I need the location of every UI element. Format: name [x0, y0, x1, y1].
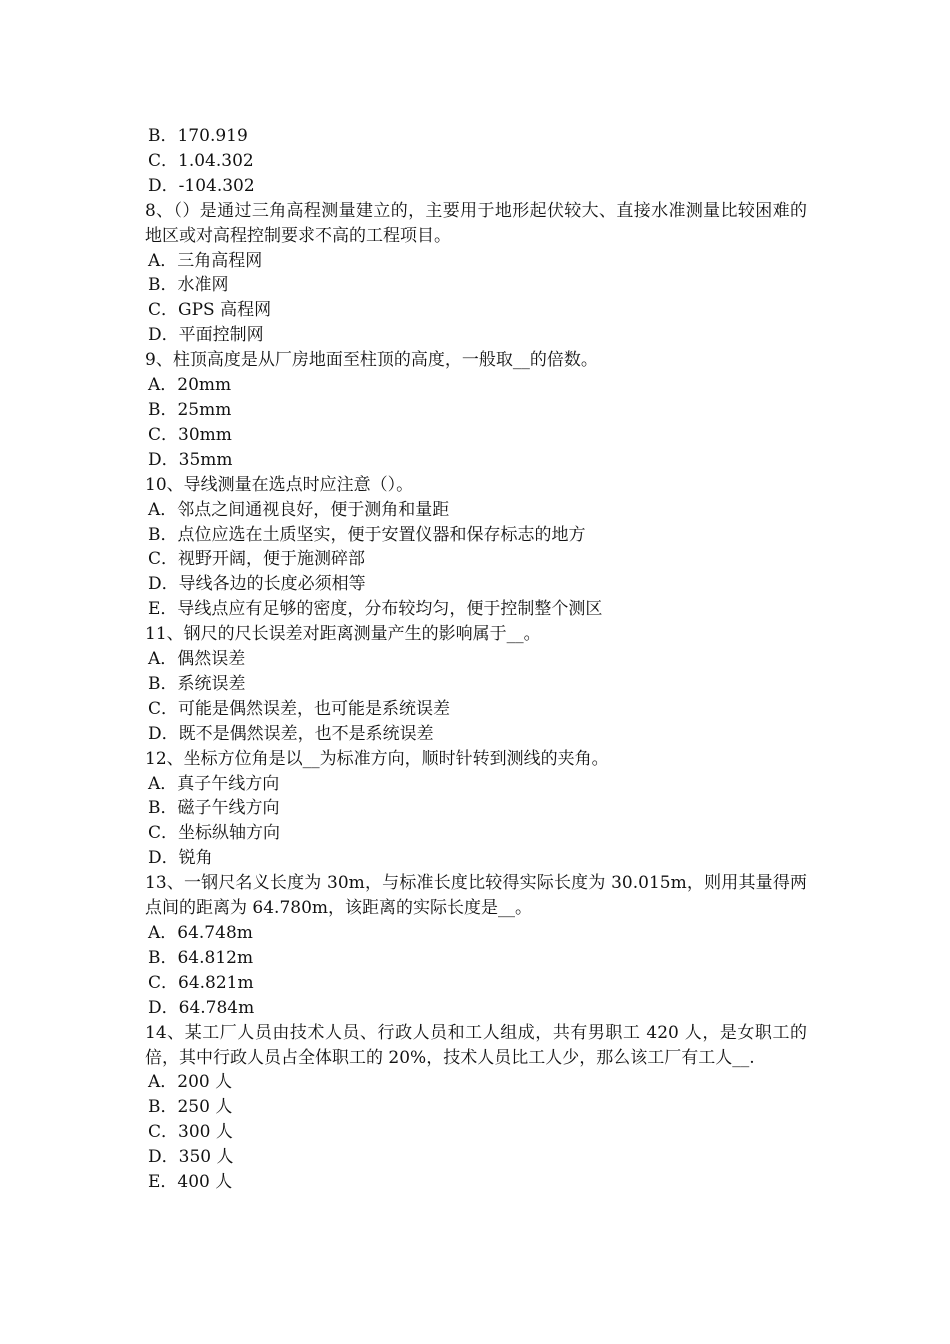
question-10: 10、导线测量在选点时应注意（）。	[145, 474, 414, 495]
option-line: B．250 人	[148, 1097, 233, 1118]
question-12: 12、坐标方位角是以__为标准方向，顺时针转到测线的夹角。	[145, 748, 609, 769]
option-line: A．三角高程网	[148, 250, 263, 271]
option-line: B．系统误差	[148, 673, 246, 694]
option-line: B．点位应选在土质坚实，便于安置仪器和保存标志的地方	[148, 524, 586, 545]
option-line: E．导线点应有足够的密度，分布较均匀，便于控制整个测区	[148, 599, 603, 620]
question-13: 13、一钢尺名义长度为 30m，与标准长度比较得实际长度为 30.015m，则用其量得两点间的距离为 64.780m，该距离的实际长度是__。	[145, 873, 807, 919]
option-line: C．30mm	[148, 424, 232, 445]
option-line: D．平面控制网	[148, 325, 264, 346]
option-line: A．20mm	[148, 375, 232, 396]
option-line: D．锐角	[148, 848, 213, 869]
option-line: A．真子午线方向	[148, 773, 280, 794]
question-14: 14、某工厂人员由技术人员、行政人员和工人组成，共有男职工 420 人，是女职工的倍，其中行政人员占全体职工的 20%，技术人员比工人少，那么该工厂有工人__.	[145, 1022, 807, 1068]
option-line: B．磁子午线方向	[148, 798, 280, 819]
option-line: D．-104.302	[148, 175, 255, 196]
option-line: A．64.748m	[148, 923, 253, 943]
option-line: B．水准网	[148, 275, 229, 296]
option-line: C．坐标纵轴方向	[148, 823, 281, 844]
option-line: C．1.04.302	[148, 150, 254, 171]
option-line: D．既不是偶然误差，也不是系统误差	[148, 723, 434, 744]
option-line: C．300 人	[148, 1122, 233, 1143]
exam-content	[145, 124, 807, 1195]
option-line: C．可能是偶然误差，也可能是系统误差	[148, 698, 451, 719]
option-line: B．25mm	[148, 399, 232, 420]
option-line: C．视野开阔，便于施测碎部	[148, 549, 366, 570]
question-11: 11、钢尺的尺长误差对距离测量产生的影响属于__。	[145, 624, 541, 645]
option-line: A．偶然误差	[148, 649, 246, 670]
option-line: A．邻点之间通视良好，便于测角和量距	[148, 499, 450, 520]
option-line: E．400 人	[148, 1172, 233, 1193]
option-line: D．35mm	[148, 449, 233, 470]
option-line: D．350 人	[148, 1147, 234, 1168]
option-line: B．170.919	[148, 126, 248, 146]
option-line: C．GPS 高程网	[148, 300, 272, 321]
option-line: C．64.821m	[148, 972, 254, 993]
question-8: 8、（）是通过三角高程测量建立的，主要用于地形起伏较大、直接水准测量比较困难的地区或对高程控制要求不高的工程项目。	[145, 200, 807, 246]
question-9: 9、柱顶高度是从厂房地面至柱顶的高度，一般取__的倍数。	[145, 350, 598, 371]
option-line: B．64.812m	[148, 947, 254, 968]
option-line: D．导线各边的长度必须相等	[148, 574, 366, 595]
option-line: D．64.784m	[148, 997, 255, 1018]
option-line: A．200 人	[148, 1072, 233, 1093]
